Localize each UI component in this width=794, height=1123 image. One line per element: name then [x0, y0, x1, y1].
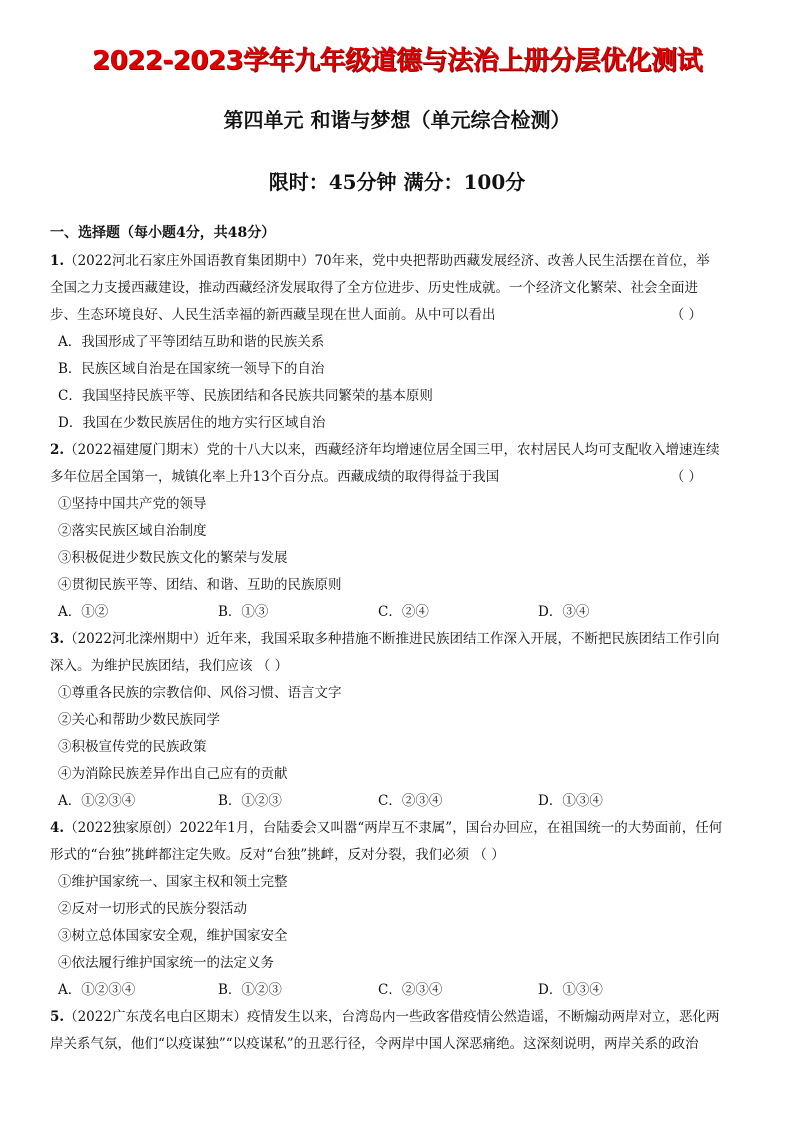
- question-stem-line: 全国之力支援西藏建设，推动西藏经济发展取得了全方位进步、历史性成就。一个经济文化繁荣、社会全面进: [50, 280, 698, 296]
- question-stem-line: （2022河北滦州期中）近年来，我国采取多种措施不断推进民族团结工作深入开展，不断把民族团结工作引向: [64, 631, 720, 647]
- question-number: 1.: [50, 253, 65, 269]
- question-stem-line: （2022福建厦门期末）党的十八大以来，西藏经济年均增速位居全国三甲，农村居民人均可支配收入增速连续: [64, 442, 720, 458]
- question-stem-line: 深入。为维护民族团结，我们应该 （ ）: [50, 658, 289, 674]
- question-4: [50, 815, 750, 1004]
- statement-item: ①尊重各民族的宗教信仰、风俗习惯、语言文字: [58, 685, 342, 701]
- statement-item: ③积极宣传党的民族政策: [58, 739, 207, 755]
- answer-blank: （ ）: [670, 469, 702, 485]
- choice-c: C．②③④: [378, 982, 443, 998]
- option-d: D．我国在少数民族居住的地方实行区域自治: [58, 415, 326, 431]
- question-stem-line: 步、生态环境良好、人民生活幸福的新西藏呈现在世人面前。从中可以看出: [50, 307, 496, 323]
- option-c: C．我国坚持民族平等、民族团结和各民族共同繁荣的基本原则: [58, 388, 433, 404]
- statement-item: ④贯彻民族平等、团结、和谐、互助的民族原则: [58, 577, 342, 593]
- exam-content: [50, 220, 750, 1058]
- choice-d: D．①③④: [538, 793, 603, 809]
- statement-item: ②落实民族区域自治制度: [58, 523, 207, 539]
- choice-a: A．①②③④: [58, 793, 136, 809]
- statement-item: ①坚持中国共产党的领导: [58, 496, 207, 512]
- option-a: A．我国形成了平等团结互助和谐的民族关系: [58, 334, 325, 350]
- statement-item: ①维护国家统一、国家主权和领土完整: [58, 874, 288, 890]
- statement-item: ④依法履行维护国家统一的法定义务: [58, 955, 274, 971]
- unit-subtitle: 第四单元 和谐与梦想（单元综合检测）: [223, 108, 571, 132]
- question-stem-line: （2022广东茂名电白区期末）疫情发生以来，台湾岛内一些政客借疫情公然造谣，不断煽动两岸对立，恶化两: [64, 1009, 720, 1025]
- option-b: B．民族区域自治是在国家统一领导下的自治: [58, 361, 325, 377]
- choice-row: [50, 788, 750, 815]
- section-heading: 一、选择题（每小题4分，共48分）: [50, 225, 276, 241]
- choice-d: D．③④: [538, 604, 590, 620]
- question-stem-line: （2022独家原创）2022年1月，台陆委会又叫嚣“两岸互不隶属”，国台办回应，在祖国统一的大势面前，任何: [64, 820, 723, 836]
- question-number: 2.: [50, 442, 65, 458]
- choice-c: C．②③④: [378, 793, 443, 809]
- question-stem-line: 岸关系气氛，他们“以疫谋独”“以疫谋私”的丑恶行径，令两岸中国人深恶痛绝。这深刻说明，两岸关系的政治: [50, 1036, 699, 1052]
- choice-b: B．①②③: [218, 982, 282, 998]
- question-2: [50, 437, 750, 626]
- question-number: 5.: [50, 1009, 65, 1025]
- answer-blank: （ ）: [670, 307, 702, 323]
- choice-row: [50, 599, 750, 626]
- statement-item: ②关心和帮助少数民族同学: [58, 712, 220, 728]
- question-5: [50, 1004, 750, 1058]
- question-stem-line: 形式的“台独”挑衅都注定失败。反对“台独”挑衅，反对分裂，我们必须 （ ）: [50, 847, 505, 863]
- statement-item: ③积极促进少数民族文化的繁荣与发展: [58, 550, 288, 566]
- question-number: 4.: [50, 820, 65, 836]
- choice-a: A．①②: [58, 604, 109, 620]
- choice-b: B．①③: [218, 604, 269, 620]
- question-3: [50, 626, 750, 815]
- choice-row: [50, 977, 750, 1004]
- question-stem-line: （2022河北石家庄外国语教育集团期中）70年来，党中央把帮助西藏发展经济、改善人民生活摆在首位，举: [64, 253, 710, 269]
- time-score-limits: 限时：45分钟 满分：100分: [268, 170, 526, 194]
- question-stem-line: 多年位居全国第一，城镇化率上升13个百分点。西藏成绩的取得得益于我国: [50, 469, 500, 485]
- choice-b: B．①②③: [218, 793, 282, 809]
- main-title: 2022-2023学年九年级道德与法治上册分层优化测试: [91, 46, 703, 76]
- statement-item: ③树立总体国家安全观，维护国家安全: [58, 928, 288, 944]
- statement-item: ②反对一切形式的民族分裂活动: [58, 901, 247, 917]
- question-number: 3.: [50, 631, 65, 647]
- statement-item: ④为消除民族差异作出自己应有的贡献: [58, 766, 288, 782]
- question-1: [50, 248, 750, 437]
- choice-d: D．①③④: [538, 982, 603, 998]
- choice-c: C．②④: [378, 604, 429, 620]
- choice-a: A．①②③④: [58, 982, 136, 998]
